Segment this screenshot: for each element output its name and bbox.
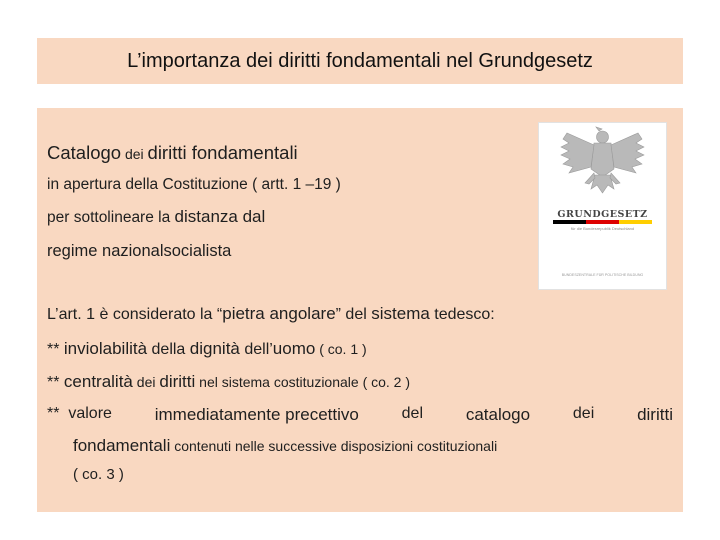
text-catalogo: Catalogo [47, 142, 122, 163]
text-dei: dei [132, 374, 160, 390]
text-sistema-costituzionale: nel sistema costituzionale ( co. 2 ) [195, 374, 411, 390]
text-dei: dei [121, 146, 148, 162]
grundgesetz-cover-image [538, 122, 667, 290]
text-fondamentali: fondamentali [73, 436, 171, 455]
text-line-apertura [47, 176, 341, 194]
flag-stripe-gold [619, 220, 652, 224]
text-bullet: ** [47, 341, 64, 358]
text-tedesco: tedesco: [429, 306, 495, 323]
text-della: della [147, 341, 190, 358]
text-del: del [392, 405, 432, 422]
text-catalogo: catalogo [465, 405, 531, 424]
text-inviolabilita: inviolabilità [63, 339, 148, 358]
text-della: della [121, 176, 163, 193]
text-pietra-angolare: pietra angolare [222, 304, 336, 323]
text-apertura: apertura [63, 176, 122, 193]
text-line-articolo-1 [47, 304, 495, 324]
text-centralita: centralità [63, 372, 133, 391]
text-del: ” del [335, 306, 372, 323]
text-artt: ( artt. 1 –19 ) [247, 176, 341, 193]
text-line-sottolineare [47, 207, 265, 227]
text-immediatamente-precettivo: immediatamente precettivo [154, 405, 359, 424]
text-uomo: uomo [272, 339, 316, 358]
text-bullet: ** [47, 374, 64, 391]
text-dignita: dignità [189, 339, 240, 358]
text-line-regime [47, 242, 231, 261]
text-diritti-fondamentali: diritti fondamentali [147, 142, 298, 163]
book-title: GRUNDGESETZ [557, 209, 648, 220]
text-line-centralita [47, 372, 410, 392]
text-considerato: è considerato la “ [95, 306, 223, 323]
text-costituzione: Costituzione [162, 176, 248, 193]
text-diritti: diritti [637, 405, 673, 424]
text-in: in [47, 176, 64, 193]
slide-title: L’importanza dei diritti fondamentali nel Grundgesetz [127, 49, 593, 72]
slide-title-box [37, 38, 683, 84]
text-line-dignita [47, 339, 367, 359]
text-sistema: sistema [371, 304, 430, 323]
text-line-fondamentali [73, 436, 497, 456]
flag-stripe-red [586, 220, 619, 224]
book-subtitle: für die Bundesrepublik Deutschland [570, 226, 635, 231]
eagle-emblem-icon [539, 123, 666, 209]
text-line-catalogo [47, 142, 298, 164]
text-distanza-dal: distanza dal [174, 207, 266, 226]
text-valore: ** valore [47, 405, 121, 422]
text-co-1: ( co. 1 ) [315, 341, 367, 357]
text-dei: dei [564, 405, 604, 422]
book-footer: BUNDESZENTRALE FÜR POLITISCHE BILDUNG [561, 273, 644, 277]
text-art-number: 1 [86, 306, 96, 323]
text-per-sottolineare: per sottolineare la [47, 209, 175, 226]
text-line-valore [47, 405, 673, 425]
text-regime: regime nazionalsocialista [47, 242, 232, 260]
text-co-3: ( co. 3 ) [73, 466, 124, 483]
text-disposizioni: contenuti nelle successive disposizioni costituzionali [170, 438, 498, 454]
text-art: L’art. [47, 306, 87, 323]
text-dell: dell’ [239, 341, 273, 358]
content-box [37, 108, 683, 512]
text-diritti: diritti [159, 372, 196, 391]
text-line-co-3 [73, 466, 124, 483]
flag-stripe-black [553, 220, 586, 224]
